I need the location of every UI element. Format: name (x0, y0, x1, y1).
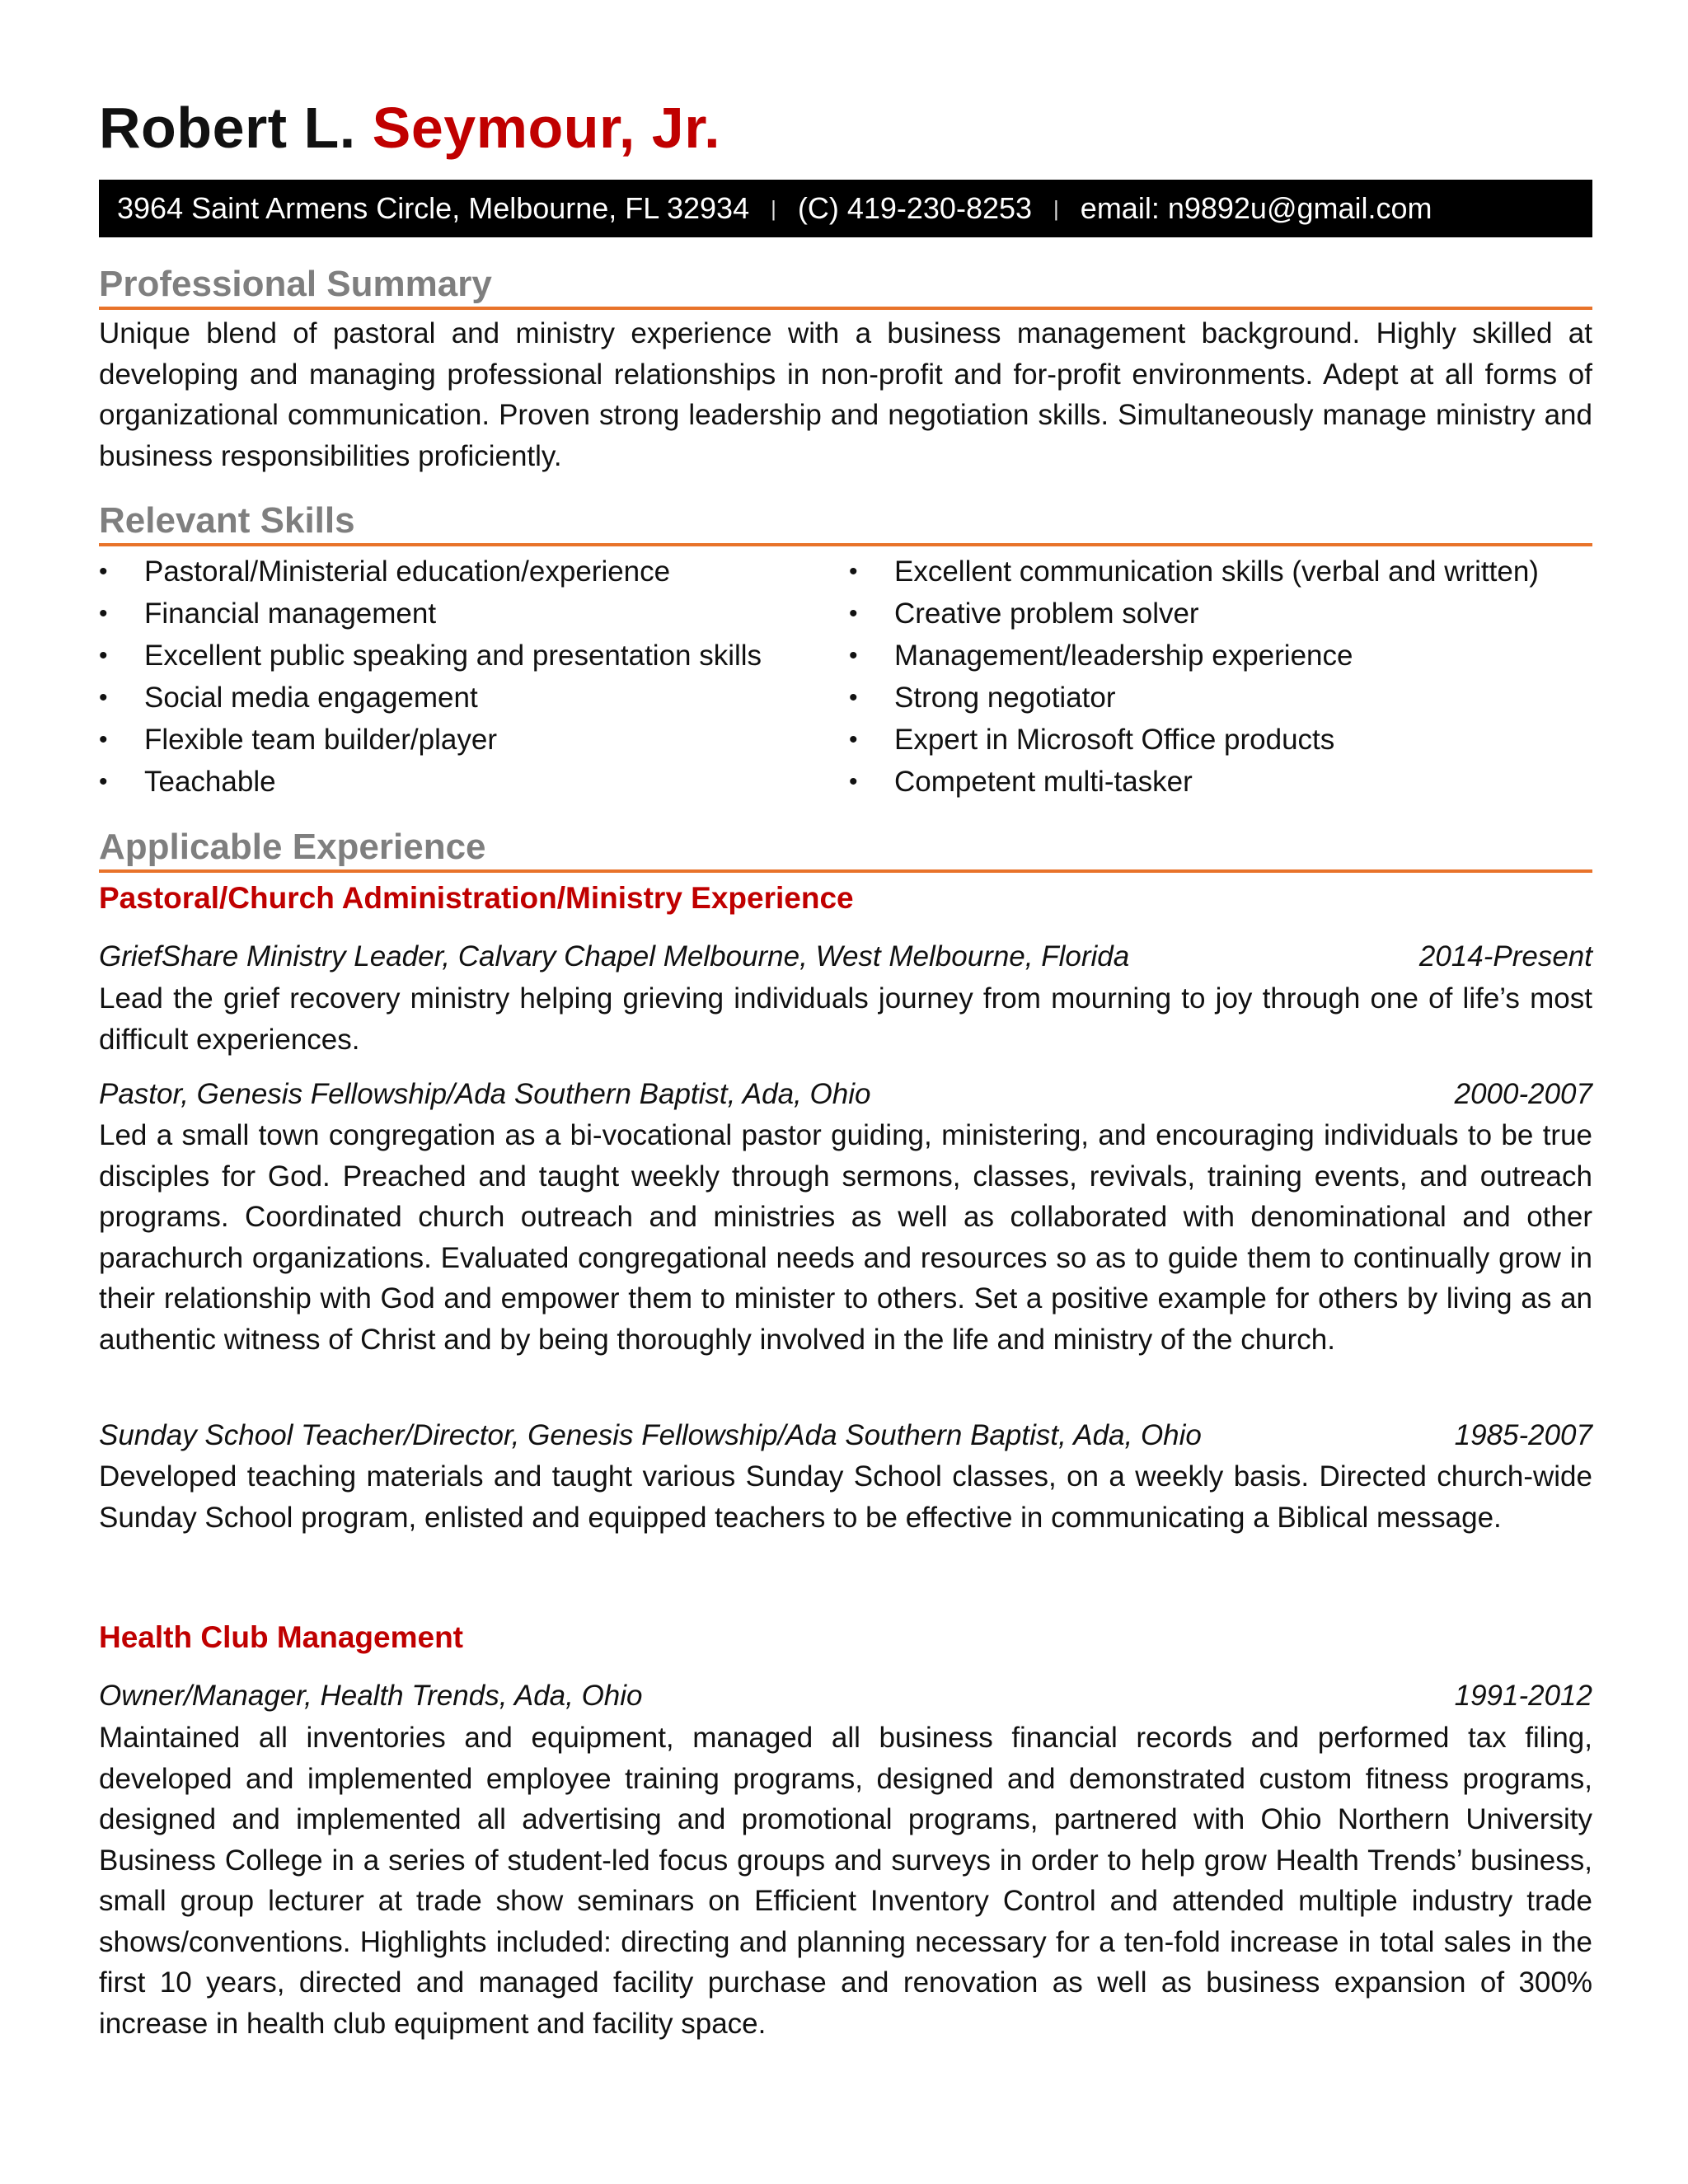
job-dates: 1985-2007 (1454, 1419, 1592, 1451)
job-title: Sunday School Teacher/Director, Genesis Fellowship/Ada Southern Baptist, Ada, Ohio (99, 1419, 1202, 1451)
candidate-name (99, 96, 721, 160)
skills-right-column (849, 551, 1539, 803)
separator: | (771, 196, 776, 221)
bullet-icon: • (849, 726, 858, 753)
list-item: • Expert in Microsoft Office products (849, 719, 1539, 761)
job-description: Lead the grief recovery ministry helping grieving individuals journey from mourning to joy through one of life’s most difficult experiences. (99, 982, 1592, 1056)
list-item: • Social media engagement (99, 677, 762, 719)
job-description: Led a small town congregation as a bi-vocational pastor guiding, ministering, and encouraging individuals to be true disciples for God. Preached and taught weekly through sermons, classes, revivals, training events, and outreach programs. Coordinated church outreach and ministries as well as collaborated with denominational and other parachurch organizations. Evaluated congregational needs and resources so as to guide them to continually grow in their relationship with God and empower them to minister to others. Set a positive example for others by living as an authentic witness of Christ and by being thoroughly involved in the life and ministry of the church. (99, 1119, 1592, 1356)
list-item: • Competent multi-tasker (849, 761, 1539, 803)
first-name: Robert L. (99, 96, 356, 160)
bullet-icon: • (99, 642, 108, 669)
bullet-icon: • (849, 684, 858, 711)
bullet-icon: • (99, 600, 108, 627)
job-dates: 1991-2012 (1454, 1680, 1592, 1712)
bullet-icon: • (99, 684, 108, 711)
list-item: • Management/leadership experience (849, 635, 1539, 677)
last-name: Seymour, Jr. (372, 96, 721, 160)
list-item: • Flexible team builder/player (99, 719, 762, 761)
bullet-icon: • (99, 726, 108, 753)
ministry-subheading: Pastoral/Church Administration/Ministry Experience (99, 881, 854, 915)
job-title: Owner/Manager, Health Trends, Ada, Ohio (99, 1680, 643, 1712)
skills-heading: Relevant Skills (99, 500, 1592, 546)
job-title-line (99, 1075, 1592, 1114)
job-title-line (99, 1416, 1592, 1455)
summary-heading: Professional Summary (99, 264, 1592, 310)
job-description: Developed teaching materials and taught various Sunday School classes, on a weekly basis. Directed church-wide Sunday School program, enlisted and equipped teachers to be effective in communicating a Biblical message. (99, 1460, 1592, 1534)
email[interactable]: email: n9892u@gmail.com (1080, 191, 1432, 225)
experience-heading: Applicable Experience (99, 827, 1592, 873)
skills-left-column (99, 551, 762, 803)
list-item: • Financial management (99, 593, 762, 635)
bullet-icon: • (849, 558, 858, 585)
list-item: • Excellent communication skills (verbal and written) (849, 551, 1539, 593)
list-item: • Teachable (99, 761, 762, 803)
bullet-icon: • (849, 600, 858, 627)
job-dates: 2014-Present (1418, 940, 1592, 972)
bullet-icon: • (849, 642, 858, 669)
job-title-line (99, 1676, 1592, 1716)
list-item: • Creative problem solver (849, 593, 1539, 635)
summary-text: Unique blend of pastoral and ministry experience with a business management background. Highly skilled at developing and managing professional relationships in non-profit and for-profit environments. Adept at all forms of organizational communication. Proven strong leadership and negotiation skills. Simultaneously manage ministry and business responsibilities proficiently. (99, 317, 1592, 472)
health-subheading: Health Club Management (99, 1620, 463, 1654)
separator: | (1053, 196, 1059, 221)
bullet-icon: • (99, 558, 108, 585)
bullet-icon: • (99, 768, 108, 795)
list-item: • Pastoral/Ministerial education/experience (99, 551, 762, 593)
bullet-icon: • (849, 768, 858, 795)
address: 3964 Saint Armens Circle, Melbourne, FL 32934 (117, 191, 750, 225)
contact-bar (99, 180, 1592, 237)
job-description: Maintained all inventories and equipment, managed all business financial records and performed tax filing, developed and implemented employee training programs, designed and demonstrated custom fitness programs, designed and implemented all advertising and promotional programs, partnered with Ohio Northern University Business College in a series of student-led focus groups and surveys in order to help grow Health Trends’ business, small group lecturer at trade show seminars on Efficient Inventory Control and attended multiple industry trade shows/conventions. Highlights included: directing and planning necessary for a ten-fold increase in total sales in the first 10 years, directed and managed facility purchase and renovation as well as business expansion of 300% increase in health club equipment and facility space. (99, 1722, 1592, 2040)
job-title: Pastor, Genesis Fellowship/Ada Southern Baptist, Ada, Ohio (99, 1078, 871, 1110)
job-title: GriefShare Ministry Leader, Calvary Chapel Melbourne, West Melbourne, Florida (99, 940, 1130, 972)
list-item: • Excellent public speaking and presentation skills (99, 635, 762, 677)
job-title-line (99, 937, 1592, 977)
phone: (C) 419-230-8253 (797, 191, 1033, 225)
job-dates: 2000-2007 (1454, 1078, 1592, 1110)
list-item: • Strong negotiator (849, 677, 1539, 719)
